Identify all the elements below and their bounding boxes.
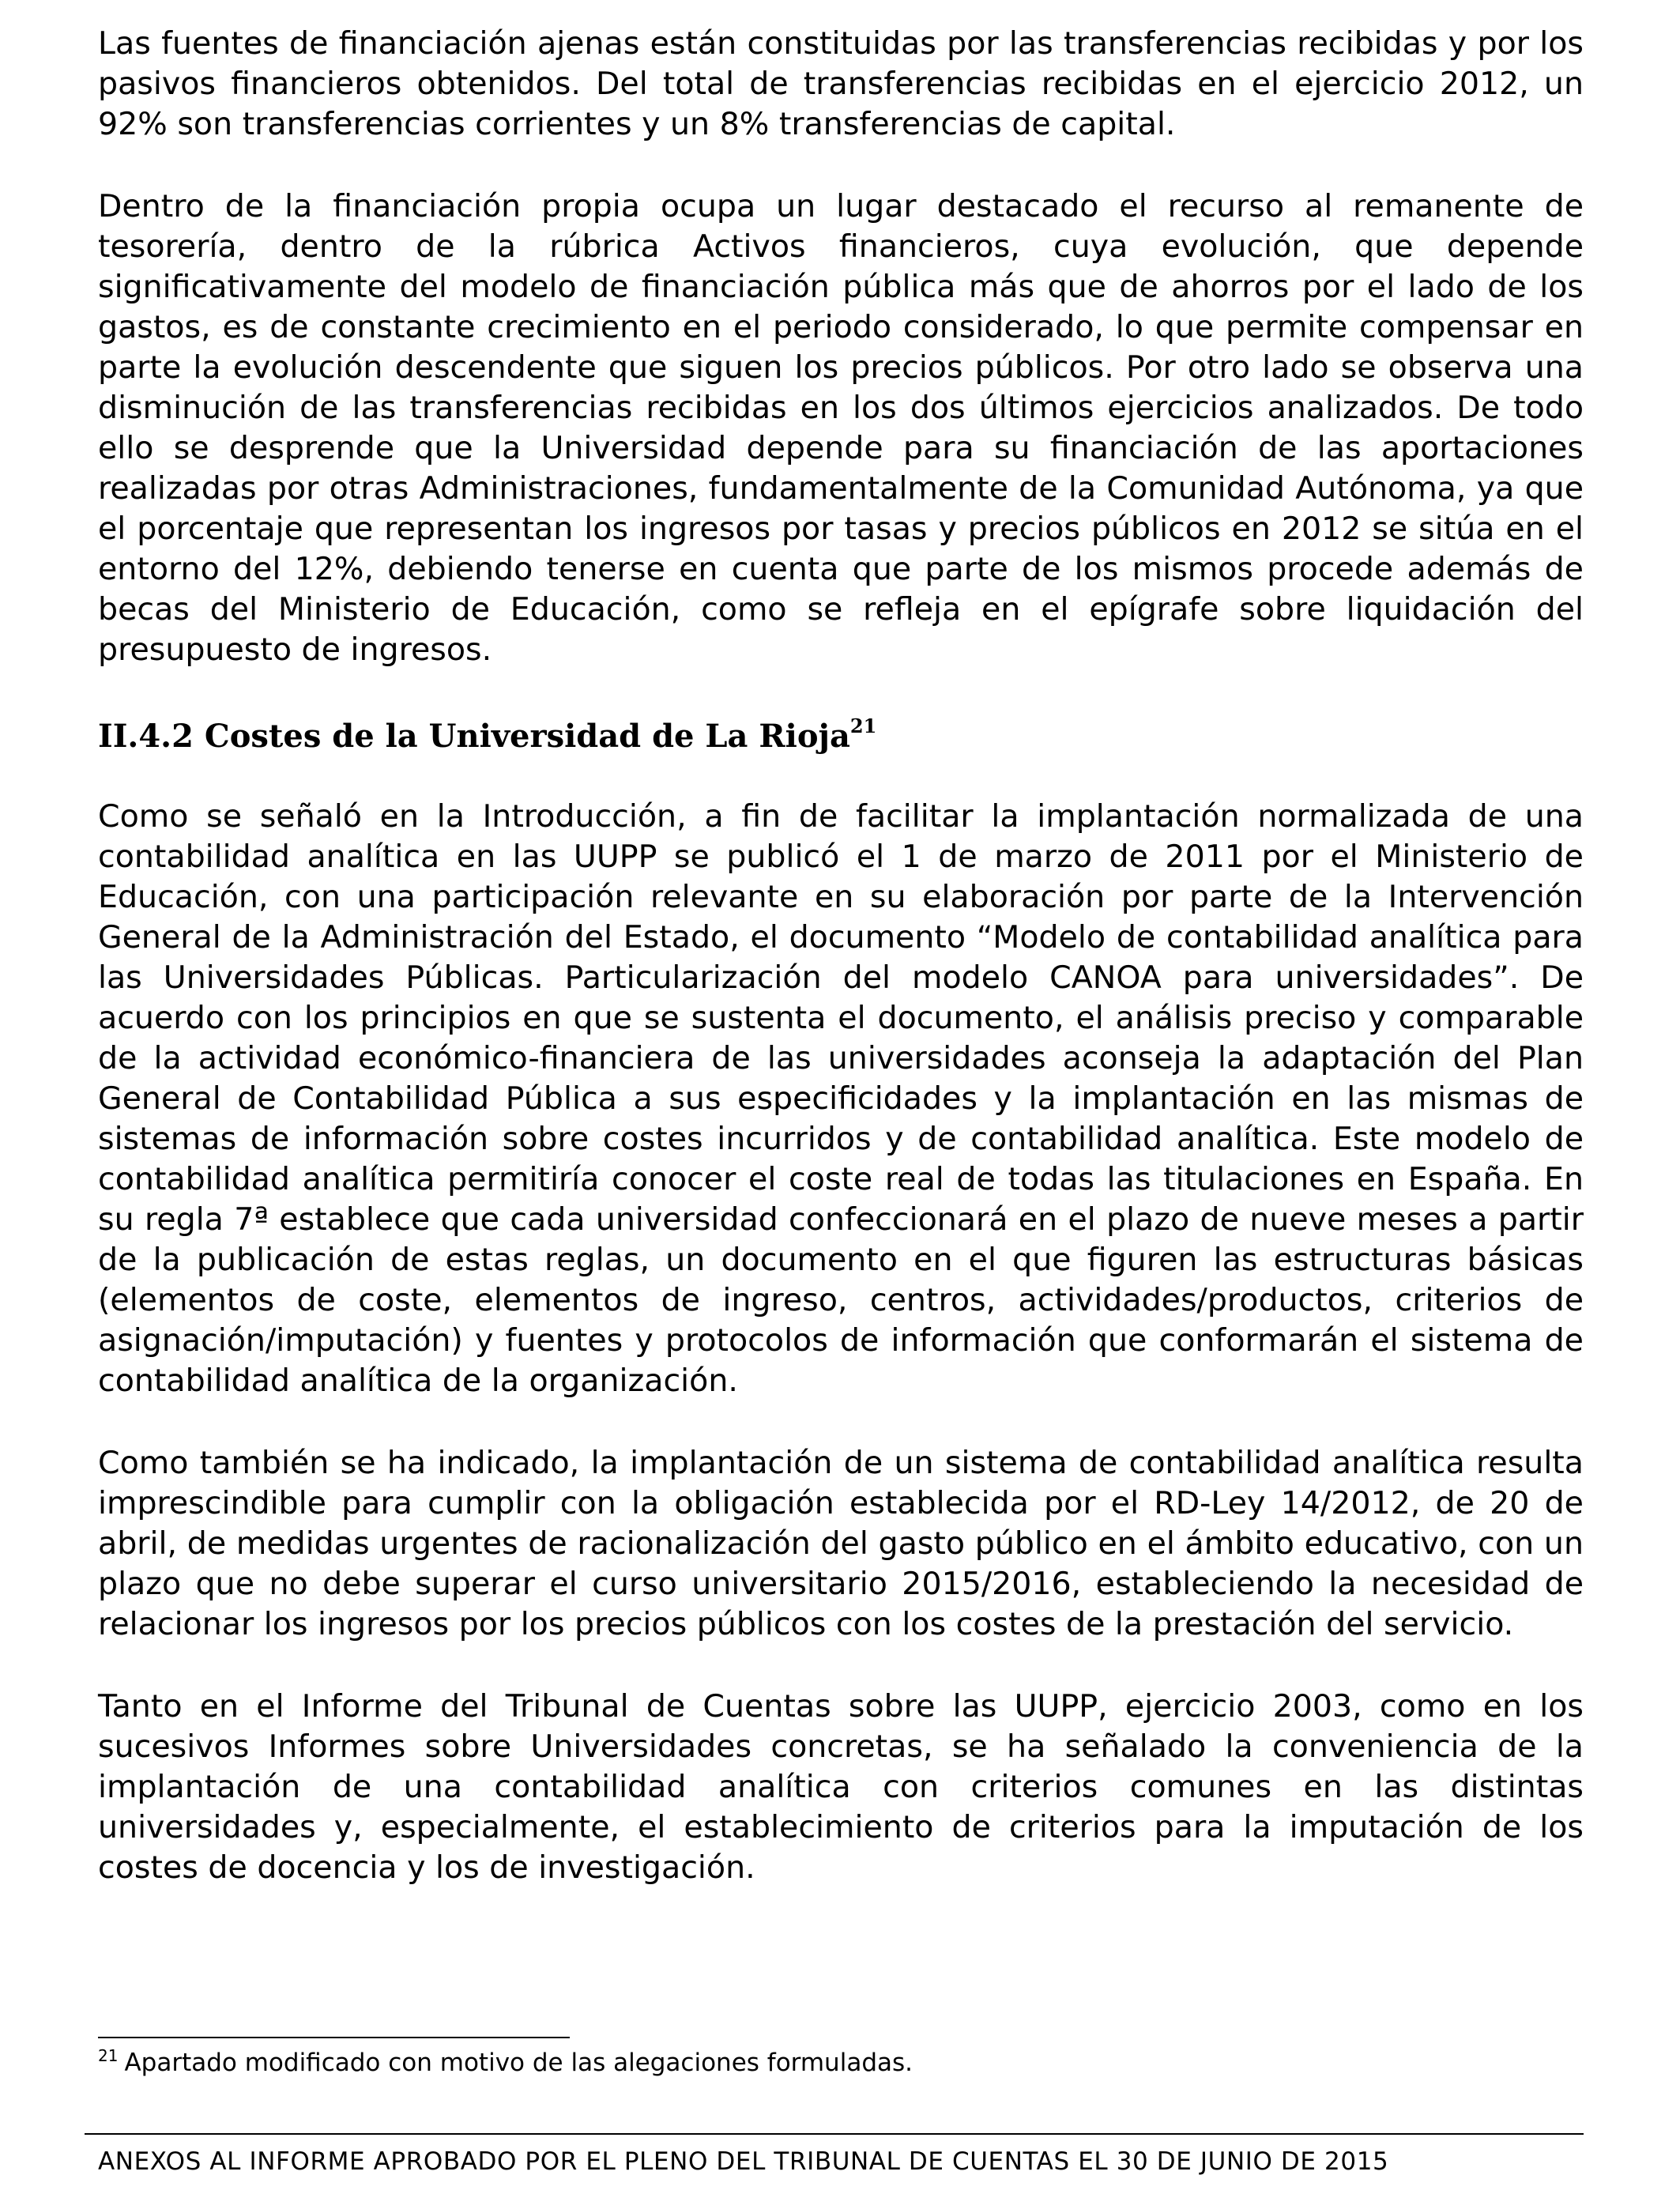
paragraph-tribunal-reports: Tanto en el Informe del Tribunal de Cuentas sobre las UUPP, ejercicio 2003, como en los sucesivos Informes sobre Universidades concretas, se ha señalado la conveniencia de la implantación de una contabilidad analítica con criterios comunes en las distintas universidades y, especialmente, el establecimiento de criterios para la imputación de los costes de docencia y los de investigación. [98, 1688, 1584, 1886]
paragraph-own-financing: Dentro de la financiación propia ocupa un lugar destacado el recurso al remanente de tesorería, dentro de la rúbrica Activos financieros, cuya evolución, que depende significativamente del modelo de financiación pública más que de ahorros por el lado de los gastos, es de constante crecimiento en el periodo considerado, lo que permite compensar en parte la evolución descendente que siguen los precios públicos. Por otro lado se observa una disminución de las transferencias recibidas en los dos últimos ejercicios analizados. De todo ello se desprende que la Universidad depende para su financiación de las aportaciones realizadas por otras Administraciones, fundamentalmente de la Comunidad Autónoma, ya que el porcentaje que representan los ingresos por tasas y precios públicos en 2012 se sitúa en el entorno del 12%, debiendo tenerse en cuenta que parte de los mismos procede además de becas del Ministerio de Educación, como se refleja en el epígrafe sobre liquidación del presupuesto de ingresos. [98, 188, 1584, 668]
paragraph-canoa-model: Como se señaló en la Introducción, a fin de facilitar la implantación normalizada de una contabilidad analítica en las UUPP se publicó el 1 de marzo de 2011 por el Ministerio de Educación, con una participación relevante en su elaboración por parte de la Intervención General de la Administración del Estado, el documento “Modelo de contabilidad analítica para las Universidades Públicas. Particularización del modelo CANOA para universidades”. De acuerdo con los principios en que se sustenta el documento, el análisis preciso y comparable de la actividad económico-financiera de las universidades aconseja la adaptación del Plan General de Contabilidad Pública a sus especificidades y la implantación en las mismas de sistemas de información sobre costes incurridos y de contabilidad analítica. Este modelo de contabilidad analítica permitiría conocer el coste real de todas las titulaciones en España. En su regla 7ª establece que cada universidad confeccionará en el plazo de nueve meses a partir de la publicación de estas reglas, un documento en el que figuren las estructuras básicas (elementos de coste, elementos de ingreso, centros, actividades/productos, criterios de asignación/imputación) y fuentes y protocolos de información que conformarán el sistema de contabilidad analítica de la organización. [98, 798, 1584, 1399]
document-body [98, 24, 1584, 1888]
footnote-divider [98, 2037, 570, 2038]
section-heading-text: II.4.2 Costes de la Universidad de La Rioja [98, 718, 850, 755]
paragraph-financing-sources: Las fuentes de financiación ajenas están constituidas por las transferencias recibidas y por los pasivos financieros obtenidos. Del total de transferencias recibidas en el ejercicio 2012, un 92% son transferencias corrientes y un 8% transferencias de capital. [98, 25, 1584, 142]
footnote-reference: 21 [849, 714, 877, 737]
footnote-number: 21 [98, 2046, 119, 2065]
page-footer: ANEXOS AL INFORME APROBADO POR EL PLENO DEL TRIBUNAL DE CUENTAS EL 30 DE JUNIO DE 2015 [98, 2147, 1389, 2176]
section-heading [98, 716, 1584, 757]
paragraph-rd-ley: Como también se ha indicado, la implantación de un sistema de contabilidad analítica resulta imprescindible para cumplir con la obligación establecida por el RD-Ley 14/2012, de 20 de abril, de medidas urgentes de racionalización del gasto público en el ámbito educativo, con un plazo que no debe superar el curso universitario 2015/2016, estableciendo la necesidad de relacionar los ingresos por los precios públicos con los costes de la prestación del servicio. [98, 1445, 1584, 1642]
footnote [98, 2047, 913, 2079]
footer-divider [85, 2133, 1584, 2135]
footnote-text: Apartado modificado con motivo de las alegaciones formuladas. [124, 2049, 913, 2077]
